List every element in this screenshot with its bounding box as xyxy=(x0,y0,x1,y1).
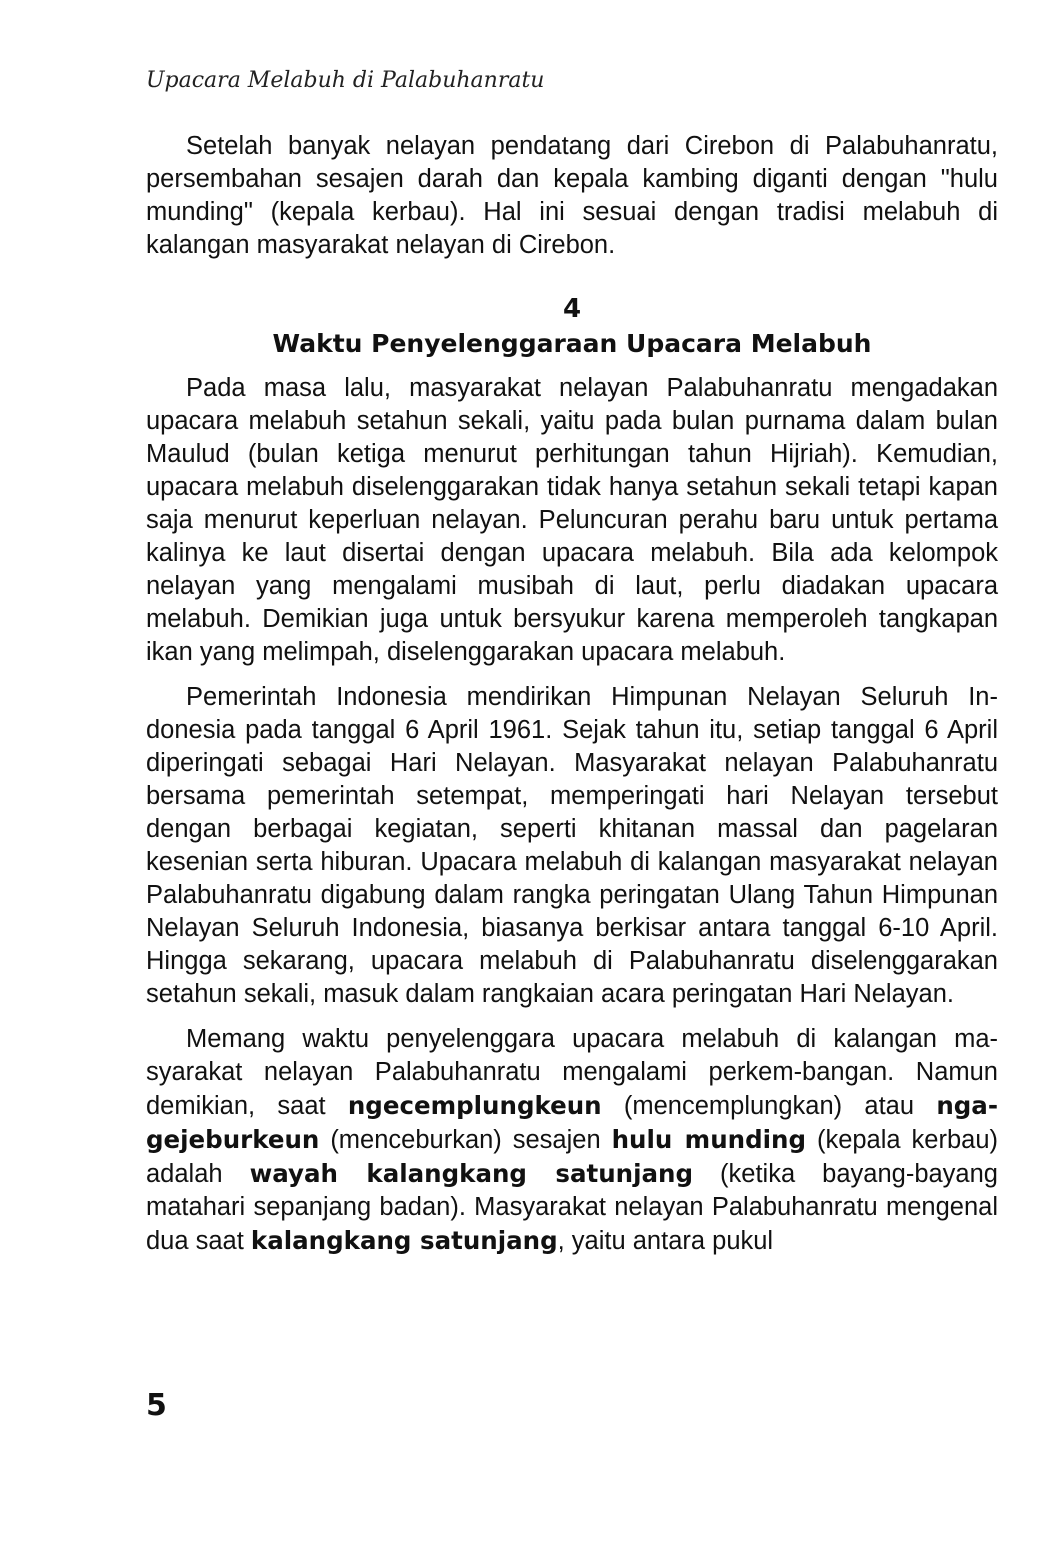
term-wayah-kalangkang-satunjang: wayah kalangkang satunjang xyxy=(249,1159,694,1188)
page-number: 5 xyxy=(146,1388,167,1423)
paragraph-3-text-6: , yaitu antara pukul xyxy=(557,1227,774,1255)
paragraph-3-text-3: (menceburkan) sesajen xyxy=(319,1126,612,1154)
paragraph-3 xyxy=(146,1023,998,1258)
chapter-number: 4 xyxy=(562,294,582,324)
paragraph-intro: Setelah banyak nelayan pendatang dari Cirebon di Palabuhanratu, persembahan sesajen darah dan kepala kambing diganti dengan "hulu munding" (kepala kerbau). Hal ini sesuai dengan tradisi melabuh di kalangan masyarakat nelayan di Cirebon. xyxy=(146,132,998,259)
term-kalangkang-satunjang: kalangkang satunjang xyxy=(250,1226,558,1255)
paragraph-2: Pemerintah Indonesia mendirikan Himpunan Nelayan Seluruh Indonesia pada tanggal 6 April 1961. Sejak tahun itu, setiap tanggal 6 April diperingati sebagai Hari Nelayan. Masyarakat nelayan Palabuhanratu bersama pemerintah setempat, memperingati hari Nelayan tersebut dengan berbagai kegiatan, seperti khitanan massal dan pagelaran kesenian serta hiburan. Upacara melabuh di kalangan masyarakat nelayan Palabuhanratu digabung dalam rangka peringatan Ulang Tahun Himpunan Nelayan Seluruh Indonesia, biasanya berkisar antara tanggal 6-10 April. Hingga sekarang, upacara melabuh di Palabuhanratu diselenggarakan setahun sekali, masuk dalam rangkaian acara peringatan Hari Nelayan. xyxy=(146,683,998,1008)
chapter-title: Waktu Penyelenggaraan Upacara Melabuh xyxy=(272,329,872,358)
page-body xyxy=(146,130,998,1258)
term-ngecemplungkeun: ngecemplungkeun xyxy=(347,1091,602,1120)
running-title: Upacara Melabuh di Palabuhanratu xyxy=(146,68,545,93)
paragraph-3-text-1: Memang waktu penyelenggara upacara melabuh di kalangan masyarakat nelayan Palabuhanratu mengalami perkem-bangan. Namun demikian, saat xyxy=(146,1025,998,1120)
paragraph-3-text-2: (mencemplungkan) atau xyxy=(601,1092,937,1120)
term-ngagejeburkeun: ngagejeburkeun xyxy=(146,1091,998,1154)
paragraph-1: Pada masa lalu, masyarakat nelayan Palabuhanratu mengadakan upacara melabuh setahun sekali, yaitu pada bulan purnama dalam bulan Maulud (bulan ketiga menurut perhitungan tahun Hijriah). Kemudian, upacara melabuh diselenggarakan tidak hanya setahun sekali tetapi kapan saja menurut keperluan nelayan. Peluncuran perahu baru untuk pertama kalinya ke laut disertai dengan upacara melabuh. Bila ada kelompok nelayan yang mengalami musibah di laut, perlu diadakan upacara melabuh. Demikian juga untuk bersyukur karena memperoleh tangkapan ikan yang melimpah, diselenggarakan upacara melabuh. xyxy=(146,374,998,666)
paragraph-3-text-5: (ketika bayang-bayang matahari sepanjang badan). Masyarakat nelayan Palabuhanratu mengenal dua saat xyxy=(146,1160,998,1255)
paragraph-3-text-4: (kepala kerbau) adalah xyxy=(146,1126,998,1188)
term-hulu-munding: hulu munding xyxy=(611,1125,807,1154)
